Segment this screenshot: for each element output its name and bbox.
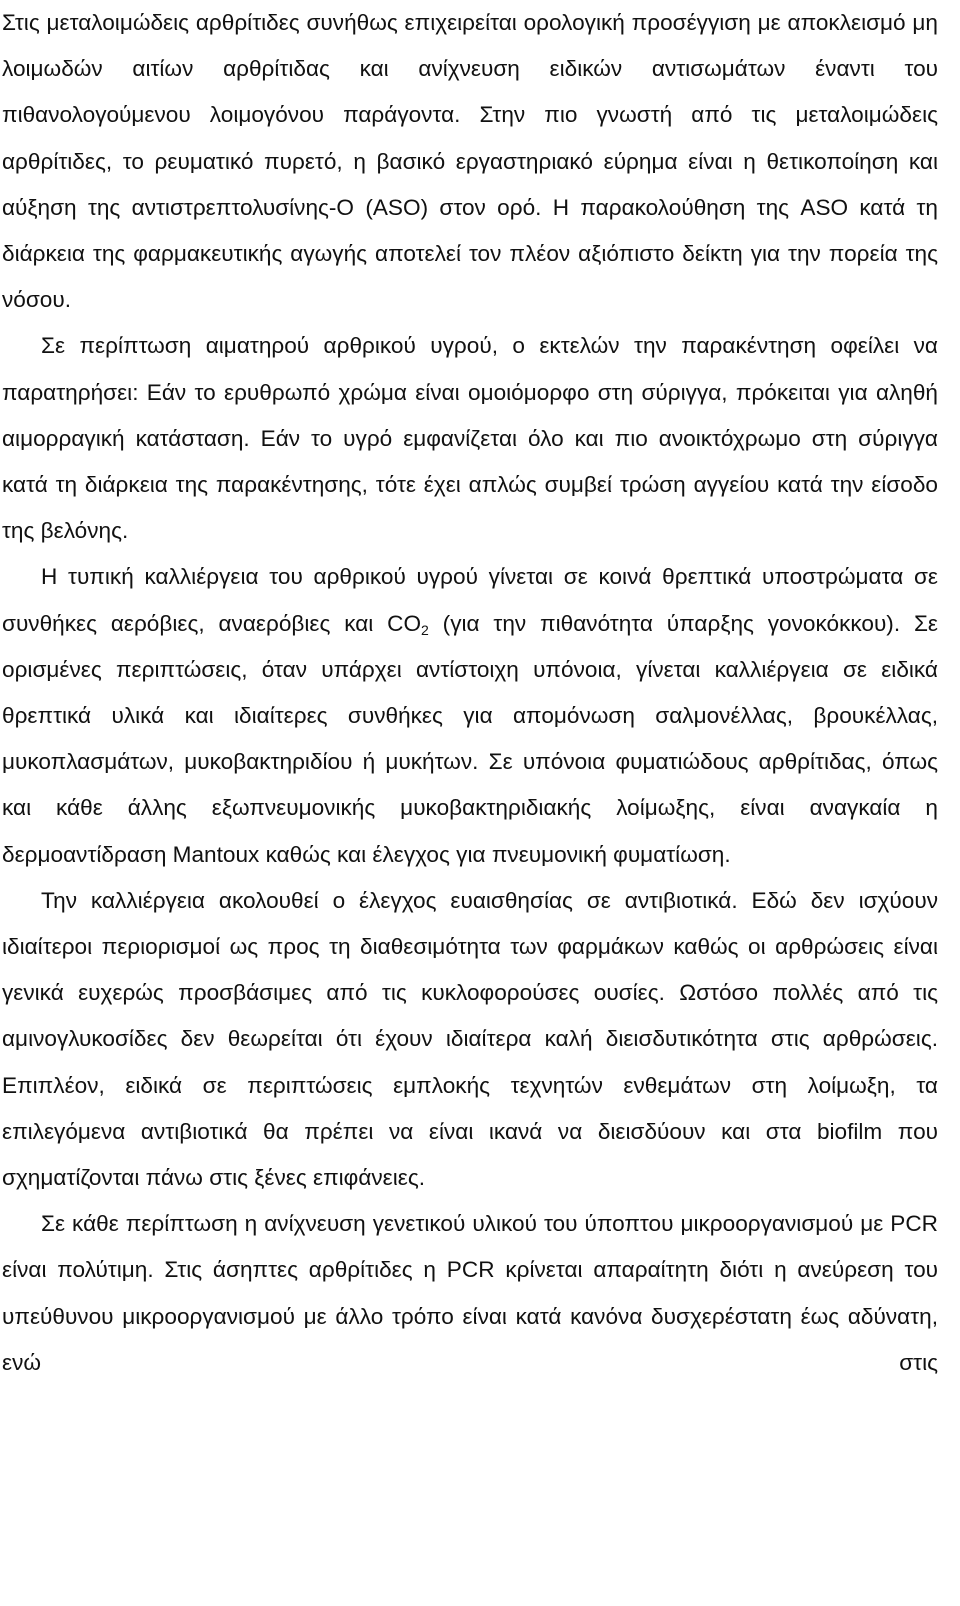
culture-text-start: Η τυπική καλλιέργεια του αρθρικού υγρού γίνεται σε κοινά θρεπτικά υποστρώματα σε συνθήκες αερόβιες, αναερόβιες και CO bbox=[2, 564, 938, 636]
paragraph-pcr: Σε κάθε περίπτωση η ανίχνευση γενετικού υλικού του ύποπτου μικροοργανισμού με PCR είναι πολύτιμη. Στις άσηπτες αρθρίτιδες η PCR κρίνεται απαραίτητη διότι η ανεύρεση του υπεύθυνου μικροοργανισμού με άλλο τρόπο είναι κατά κανόνα δυσχερέστατη έως αδύνατη, ενώ στις bbox=[2, 1211, 938, 1375]
paragraph-postinfectious-arthritis: Στις μεταλοιμώδεις αρθρίτιδες συνήθως επιχειρείται ορολογική προσέγγιση με αποκλεισμό μη λοιμωδών αιτίων αρθρίτιδας και ανίχνευση ειδικών αντισωμάτων έναντι του πιθανολογούμενου λοιμογόνου παράγοντα. Στην πιο γνωστή από τις μεταλοιμώδεις αρθρίτιδες, το ρευματικό πυρετό, η βασικό εργαστηριακό εύρημα είναι η θετικοποίηση και αύξηση της αντιστρεπτολυσίνης-Ο (ASO) στον ορό. Η παρακολούθηση της ASO κατά τη διάρκεια της φαρμακευτικής αγωγής αποτελεί τον πλέον αξιόπιστο δείκτη για την πορεία της νόσου. bbox=[2, 10, 938, 313]
co2-subscript: 2 bbox=[421, 621, 429, 638]
paragraph-culture bbox=[2, 554, 938, 877]
culture-text-end: (για την πιθανότητα ύπαρξης γονοκόκκου). Σε ορισμένες περιπτώσεις, όταν υπάρχει αντίστοιχη υπόνοια, γίνεται καλλιέργεια σε ειδικά θρεπτικά υλικά και ιδιαίτερες συνθήκες για απομόνωση σαλμονέλλας, βρουκέλλας, μυκοπλασμάτων, μυκοβακτηριδίου ή μυκήτων. Σε υπόνοια φυματιώδους αρθρίτιδας, όπως και κάθε άλλης εξωπνευμονικής μυκοβακτηριδιακής λοίμωξης, είναι αναγκαία η δερμοαντίδραση Mantoux καθώς και έλεγχος για πνευμονική φυματίωση. bbox=[2, 610, 938, 867]
paragraph-antibiotic-sensitivity: Την καλλιέργεια ακολουθεί ο έλεγχος ευαισθησίας σε αντιβιοτικά. Εδώ δεν ισχύουν ιδιαίτεροι περιορισμοί ως προς τη διαθεσιμότητα των φαρμάκων καθώς οι αρθρώσεις είναι γενικά ευχερώς προσβάσιμες από τις κυκλοφορούσες ουσίες. Ωστόσο πολλές από τις αμινογλυκοσίδες δεν θεωρείται ότι έχουν ιδιαίτερα καλή διεισδυτικότητα στις αρθρώσεις. Επιπλέον, ειδικά σε περιπτώσεις εμπλοκής τεχνητών ενθεμάτων στη λοίμωξη, τα επιλεγόμενα αντιβιοτικά θα πρέπει να είναι ικανά να διεισδύουν και στα biofilm που σχηματίζονται πάνω στις ξένες επιφάνειες. bbox=[2, 887, 938, 1191]
paragraph-hemorrhagic-fluid: Σε περίπτωση αιματηρού αρθρικού υγρού, ο εκτελών την παρακέντηση οφείλει να παρατηρήσει: Εάν το ερυθρωπό χρώμα είναι ομοιόμορφο στη σύριγγα, πρόκειται για αληθή αιμορραγική κατάσταση. Εάν το υγρό εμφανίζεται όλο και πιο ανοικτόχρωμο στη σύριγγα κατά τη διάρκεια της παρακέντησης, τότε έχει απλώς συμβεί τρώση αγγείου κατά την είσοδο της βελόνης. bbox=[2, 333, 938, 544]
